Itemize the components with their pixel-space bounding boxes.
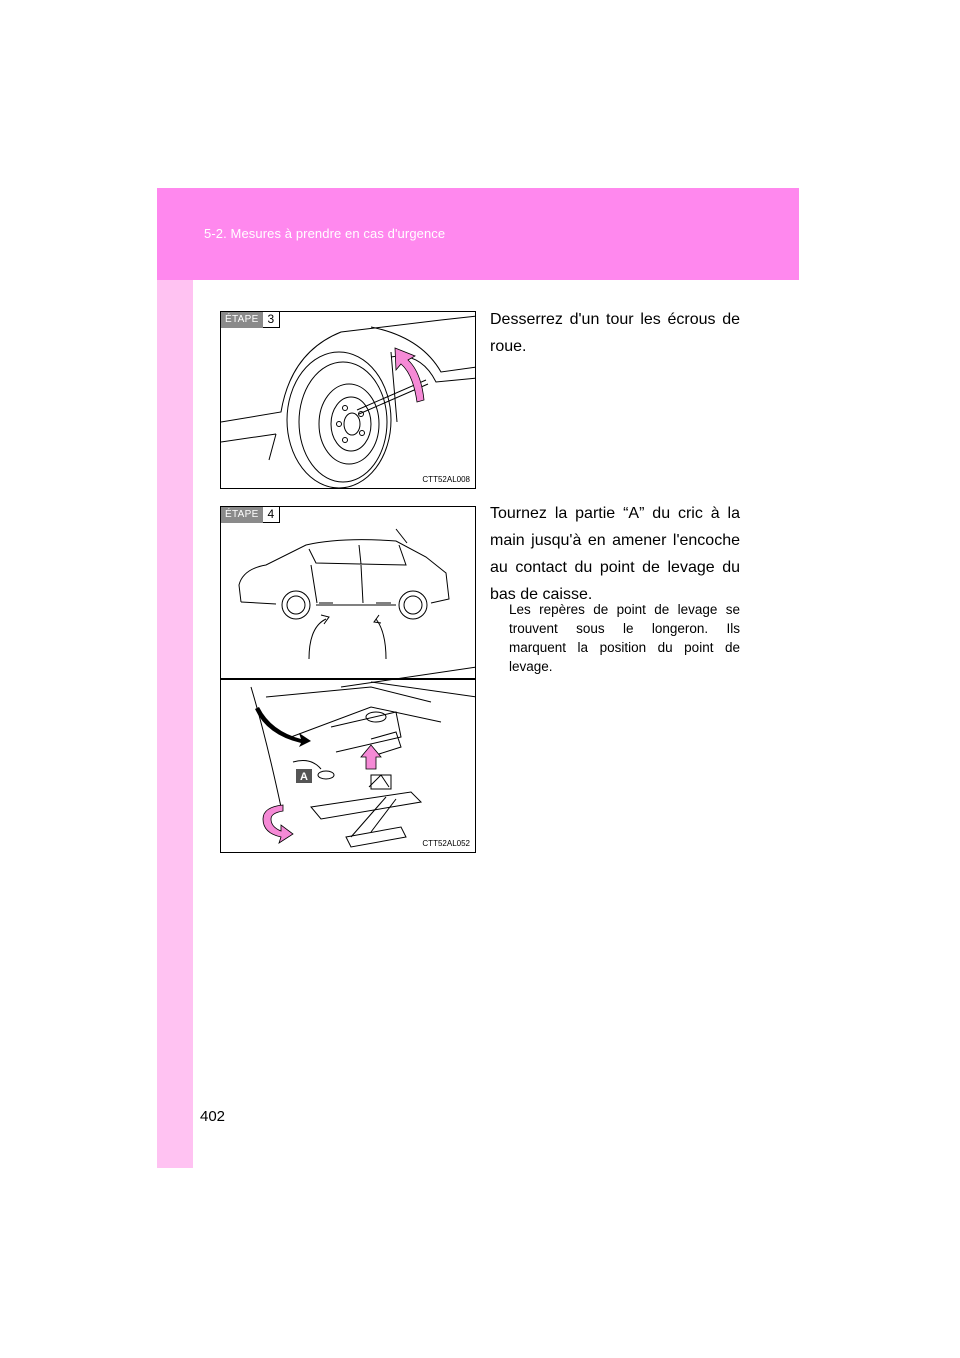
- figure-step-4: [220, 506, 476, 853]
- step-4-instruction: Tournez la partie “A” du cric à la main jusqu'à en amener l'encoche au contact du point de levage du bas de caisse.: [490, 505, 740, 603]
- callout-a-label: A: [300, 771, 308, 783]
- step-label: ÉTAPE: [221, 507, 263, 523]
- step-4-note: Les repères de point de levage se trouvent sous le longeron. Ils marquent la position du point de levage.: [509, 602, 740, 674]
- figure-code: CTT52AL052: [422, 839, 470, 848]
- jack-illustration: [221, 507, 476, 853]
- figure-step-3: [220, 311, 476, 489]
- step-number: 4: [263, 507, 281, 523]
- step-3-instruction: Desserrez d'un tour les écrous de roue.: [490, 311, 740, 355]
- rotation-arrow-icon: [395, 348, 424, 402]
- page-number: 402: [200, 1108, 226, 1125]
- step-number: 3: [263, 312, 281, 328]
- step-badge: [221, 507, 280, 523]
- section-title: 5-2. Mesures à prendre en cas d'urgence: [204, 226, 446, 241]
- jack-point-arrow-icon: [255, 707, 311, 747]
- step-label: ÉTAPE: [221, 312, 263, 328]
- step-badge: [221, 312, 280, 328]
- side-strip: [157, 188, 193, 1168]
- lift-arrow-icon: [361, 745, 381, 769]
- rotate-arrow-icon: [263, 805, 293, 843]
- figure-code: CTT52AL008: [422, 475, 470, 484]
- wheel-nut-illustration: [221, 312, 476, 489]
